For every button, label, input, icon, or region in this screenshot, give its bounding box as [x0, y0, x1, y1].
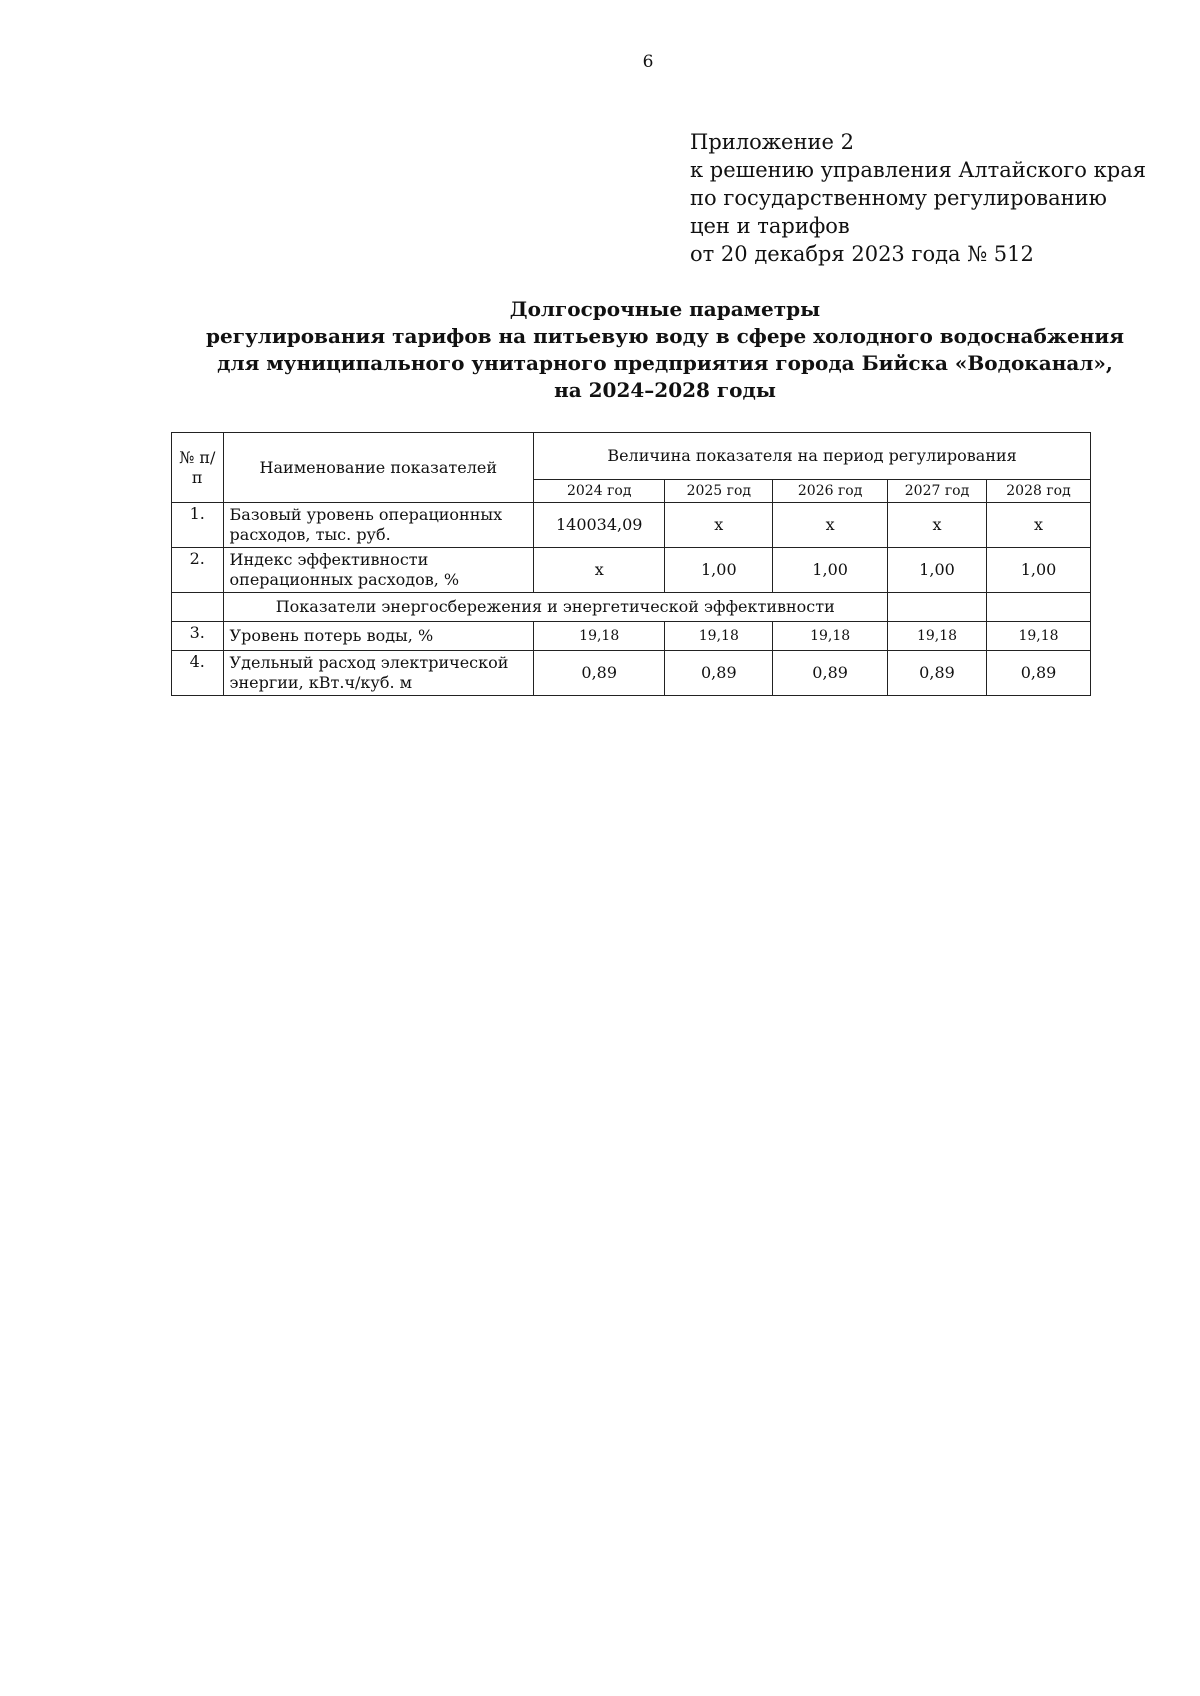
table-header-row — [172, 433, 1091, 480]
appendix-line: по государственному регулированию — [690, 186, 1107, 210]
appendix-line: цен и тарифов — [690, 214, 850, 238]
header-year: 2024 год — [534, 480, 665, 503]
row-value: 0,89 — [665, 651, 773, 696]
appendix-line: к решению управления Алтайского края — [690, 158, 1146, 182]
header-year: 2025 год — [665, 480, 773, 503]
table-section-row — [172, 593, 1091, 622]
document-title — [140, 296, 1190, 404]
table-row — [172, 548, 1091, 593]
row-value: 1,00 — [987, 548, 1091, 593]
parameters-table — [171, 432, 1091, 696]
row-num: 3. — [172, 622, 224, 651]
row-name: Индекс эффективности операционных расходов, % — [223, 548, 534, 593]
row-value: 0,89 — [773, 651, 888, 696]
row-value: 19,18 — [665, 622, 773, 651]
table-row — [172, 651, 1091, 696]
row-value: 140034,09 — [534, 503, 665, 548]
title-line: регулирования тарифов на питьевую воду в сфере холодного водоснабжения — [206, 324, 1124, 348]
row-value: 1,00 — [665, 548, 773, 593]
row-value: x — [887, 503, 986, 548]
row-value: 0,89 — [534, 651, 665, 696]
section-label: Показатели энергосбережения и энергетической эффективности — [223, 593, 887, 622]
header-year: 2026 год — [773, 480, 888, 503]
header-num: № п/п — [172, 433, 224, 503]
row-num: 1. — [172, 503, 224, 548]
header-period: Величина показателя на период регулирования — [534, 433, 1091, 480]
row-value: 0,89 — [987, 651, 1091, 696]
title-line: на 2024–2028 годы — [554, 378, 776, 402]
row-value: 0,89 — [887, 651, 986, 696]
section-num-empty — [172, 593, 224, 622]
title-line: для муниципального унитарного предприятия города Бийска «Водоканал», — [217, 351, 1113, 375]
appendix-line: от 20 декабря 2023 года № 512 — [690, 242, 1034, 266]
appendix-line: Приложение 2 — [690, 130, 854, 154]
row-value: 19,18 — [534, 622, 665, 651]
section-empty-cell — [987, 593, 1091, 622]
header-year: 2028 год — [987, 480, 1091, 503]
row-value: x — [987, 503, 1091, 548]
page-number: 6 — [642, 52, 654, 72]
row-value: 19,18 — [987, 622, 1091, 651]
row-value: 19,18 — [887, 622, 986, 651]
row-num: 2. — [172, 548, 224, 593]
row-name: Базовый уровень операционных расходов, тыс. руб. — [223, 503, 534, 548]
row-num: 4. — [172, 651, 224, 696]
row-name: Удельный расход электрической энергии, кВт.ч/куб. м — [223, 651, 534, 696]
table-row — [172, 622, 1091, 651]
row-value: x — [534, 548, 665, 593]
row-value: x — [773, 503, 888, 548]
appendix-block — [690, 128, 1146, 268]
row-value: 1,00 — [887, 548, 986, 593]
header-year: 2027 год — [887, 480, 986, 503]
header-name: Наименование показателей — [223, 433, 534, 503]
row-name: Уровень потерь воды, % — [223, 622, 534, 651]
row-value: x — [665, 503, 773, 548]
row-value: 19,18 — [773, 622, 888, 651]
row-value: 1,00 — [773, 548, 888, 593]
title-line: Долгосрочные параметры — [509, 297, 821, 321]
section-empty-cell — [887, 593, 986, 622]
table-row — [172, 503, 1091, 548]
